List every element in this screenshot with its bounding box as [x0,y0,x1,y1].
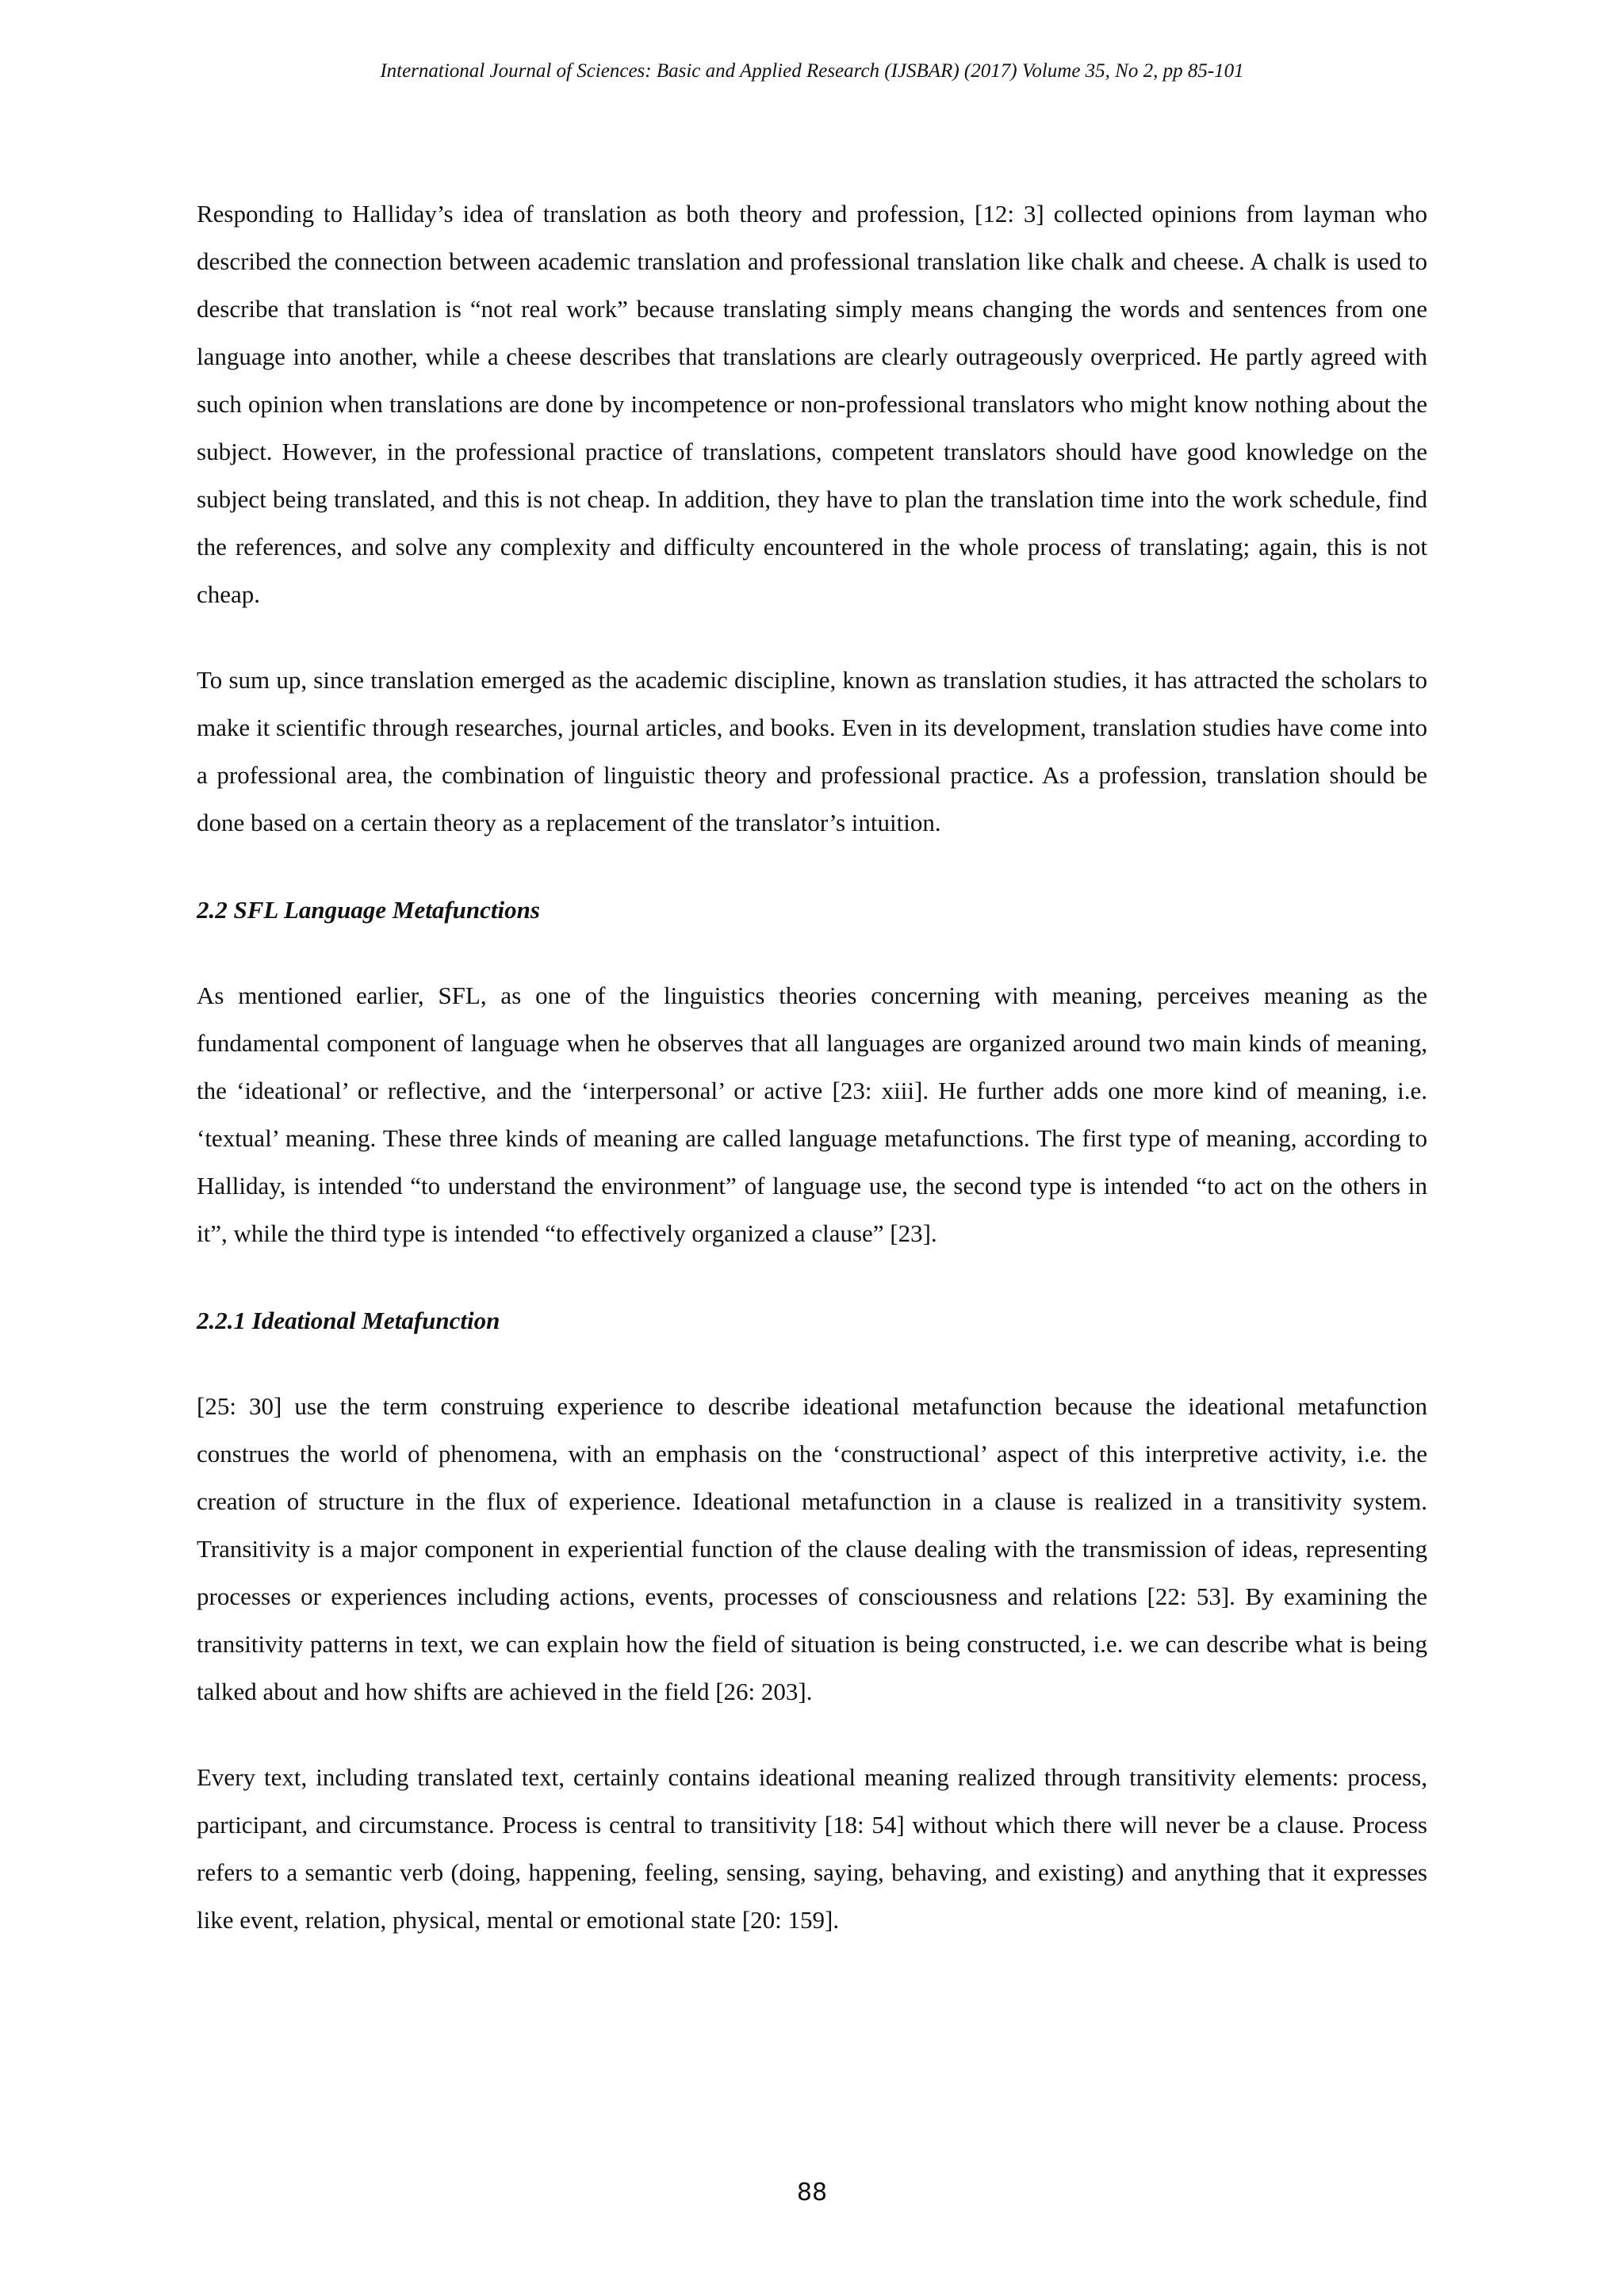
section-heading-2-2-1: 2.2.1 Ideational Metafunction [197,1307,500,1334]
section-heading-2-2: 2.2 SFL Language Metafunctions [197,896,540,924]
page-number: 88 [796,2179,828,2206]
paragraph-transitivity-elements: Every text, including translated text, certainly contains ideational meaning realized through transitivity elements: process, participant, and circumstance. Process is central to transitivity [18: 54] without which there will never be a clause. Process refers to a semantic verb (doing, happening, feeling, sensing, saying, behaving, and existing) and anything that it expresses like event, relation, physical, mental or emotional state [20: 159]. [197,1763,1427,1934]
paragraph-sum-up: To sum up, since translation emerged as the academic discipline, known as translation studies, it has attracted the scholars to make it scientific through researches, journal articles, and books. Even in its development, translation studies have come into a professional area, the combination of linguistic theory and professional practice. As a profession, translation should be done based on a certain theory as a replacement of the translator’s intuition. [197,666,1427,836]
running-header: International Journal of Sciences: Basic and Applied Research (IJSBAR) (2017) Volume 35, No 2, pp 85-101 [380,60,1244,82]
paragraph-sfl-metafunctions: As mentioned earlier, SFL, as one of the linguistics theories concerning with meaning, perceives meaning as the fundamental component of language when he observes that all languages are organized around two main kinds of meaning, the ‘ideational’ or reflective, and the ‘interpersonal’ or active [23: xiii]. He further adds one more kind of meaning, i.e. ‘textual’ meaning. These three kinds of meaning are called language metafunctions. The first type of meaning, according to Halliday, is intended “to understand the environment” of language use, the second type is intended “to act on the others in it”, while the third type is intended “to effectively organized a clause” [23]. [197,982,1427,1247]
paragraph-ideational-metafunction: [25: 30] use the term construing experience to describe ideational metafunction because the ideational metafunction construes the world of phenomena, with an emphasis on the ‘constructional’ aspect of this interpretive activity, i.e. the creation of structure in the flux of experience. Ideational metafunction in a clause is realized in a transitivity system. Transitivity is a major component in experiential function of the clause dealing with the transmission of ideas, representing processes or experiences including actions, events, processes of consciousness and relations [22: 53]. By examining the transitivity patterns in text, we can explain how the field of situation is being constructed, i.e. we can describe what is being talked about and how shifts are achieved in the field [26: 203]. [197,1392,1427,1705]
article-body [197,190,1427,1944]
paragraph-halliday-chalk-cheese: Responding to Halliday’s idea of translation as both theory and profession, [12: 3] collected opinions from layman who described the connection between academic translation and professional translation like chalk and cheese. A chalk is used to describe that translation is “not real work” because translating simply means changing the words and sentences from one language into another, while a cheese describes that translations are clearly outrageously overpriced. He partly agreed with such opinion when translations are done by incompetence or non-professional translators who might know nothing about the subject. However, in the professional practice of translations, competent translators should have good knowledge on the subject being translated, and this is not cheap. In addition, they have to plan the translation time into the work schedule, find the references, and solve any complexity and difficulty encountered in the whole process of translating; again, this is not cheap. [197,200,1427,608]
